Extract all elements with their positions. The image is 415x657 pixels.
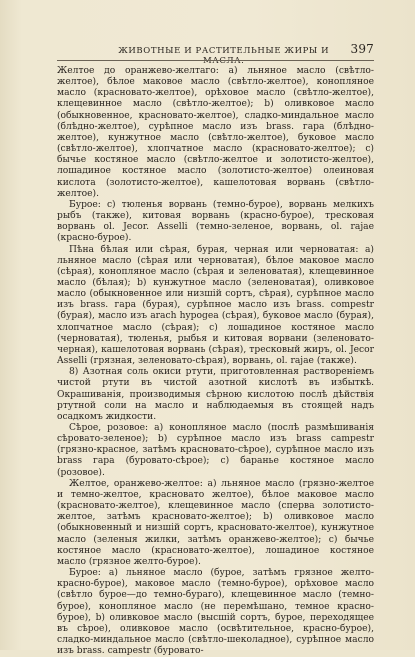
running-title: ЖИВОТНЫЕ И РАСТИТЕЛЬНЫЕ ЖИРЫ И МАСЛА. xyxy=(118,46,330,66)
paragraph-gray-pink: Сѣрое, розовое: a) конопляное масло (послѣ размѣшиванія сѣровато-зеленое); b) сурѣпное масло изъ brass campestr (грязно-красное, затѣмъ красновато-сѣрое), сурѣпное масло изъ brass гара (буровато-сѣрое); c) бараньe костяное масло (розовое). xyxy=(57,423,374,478)
header-rule xyxy=(57,60,374,61)
paragraph-brown-1: Бурое: c) тюленья ворвань (темно-бурое), ворвань мелкихъ рыбъ (также), китовая ворвань (красно-бурое), тресковая ворвань ol. Jecor. Asselli (темно-зеленое, ворвань, ol. rajae (красно-бурое). xyxy=(57,199,374,244)
paragraph-foam: Пѣна бѣлая или сѣрая, бурая, черная или черноватая: a) льняное масло (сѣрая или черноватая), бѣлое маковое масло (сѣрая), конопляное масло (сѣрая и зеленоватая), клещевинное масло (бѣлая); b) кунжутное масло (зеленоватая), оливковое масло (обыкновенное или низшій сортъ, сѣрая), сурѣпное масло изъ brass. гара (бурая), сурѣпное масло изъ brass. compestr (бурая), масло изъ arach hypogea (сѣрая), буковое масло (бурая), хлопчатное масло (сѣрая); c) лошадиное костяное масло (черноватая), тюленья, рыбья и китовая ворвани (зеленовато-черная), кашелотовая ворвань (сѣрая), тресковый жиръ, ol. Jecor Asselli (грязная, зеленовато-сѣрая), ворвань, ol. rajae (также). xyxy=(57,244,374,367)
paragraph-brown-2: Бурое: a) льняное масло (бурое, затѣмъ грязное желто-красно-бурое), маковое масло (темно-бурое), орѣховое масло (свѣтло бурое—до темно-бураго), клещевинное масло (темно-бурое), конопляное масло (не перемѣшано, темное красно-бурое), b) оливковое масло (высшій сортъ, бурое, переходящее въ сѣрое), оливковое масло (освѣтительное, красно-бурое), сладко-миндальное масло (свѣтло-шеколадное), сурѣпное масло изъ brass. campestr (буровато- xyxy=(57,568,374,657)
page-body xyxy=(57,66,374,657)
page-number: 397 xyxy=(350,42,374,56)
running-header xyxy=(57,42,374,66)
paragraph-mercury-nitrate: 8) Азотная соль окиси ртути, приготовленная раствореніемъ чистой ртути въ чистой азотной кислотѣ въ избыткѣ. Окрашиванія, производимыя сѣрною кислотою послѣ дѣйствія ртутной соли на масло и наблюдаемыя въ стоящей надъ осадкомъ жидкости. xyxy=(57,367,374,422)
paragraph-yellow-2: Желтое, оранжево-желтое: a) льняное масло (грязно-желтое и темно-желтое, красновато желтое), бѣлое маковое масло (красновато-желтое), клещевинное масло (сперва золотисто-желтое, затѣмъ красновато-желтое); b) оливковое масло (обыкновенный и низшій сортъ, красновато-желтое), кунжутное масло (зеленыя жилки, затѣмъ оранжево-желтое); c) бычье костяное масло (красновато-желтое), лошадиное костяное масло (грязное желто-бурое). xyxy=(57,478,374,567)
paragraph-yellow-1: Желтое до оранжево-желтаго: a) льняное масло (свѣтло-желтое), бѣлое маковое масло (свѣтло-желтое), конопляное масло (красновато-желтое), орѣховое масло (свѣтло-желтое), клещевинное масло (свѣтло-желтое); b) оливковое масло (обыкновенное, красновато-желтое), сладко-миндальное масло (блѣдно-желтое), сурѣпное масло изъ brass. гара (блѣдно-желтое), кунжутное масло (свѣтло-желтое), буковое масло (свѣтло-желтое), хлопчатное масло (красновато-желтое); c) бычье костяное масло (свѣтло-желтое и золотисто-желтое), лошадиное костяное масло (золотисто-желтое) олеиновая кислота (золотисто-желтое), кашелотовая ворвань (свѣтло-желтое). xyxy=(57,66,374,199)
